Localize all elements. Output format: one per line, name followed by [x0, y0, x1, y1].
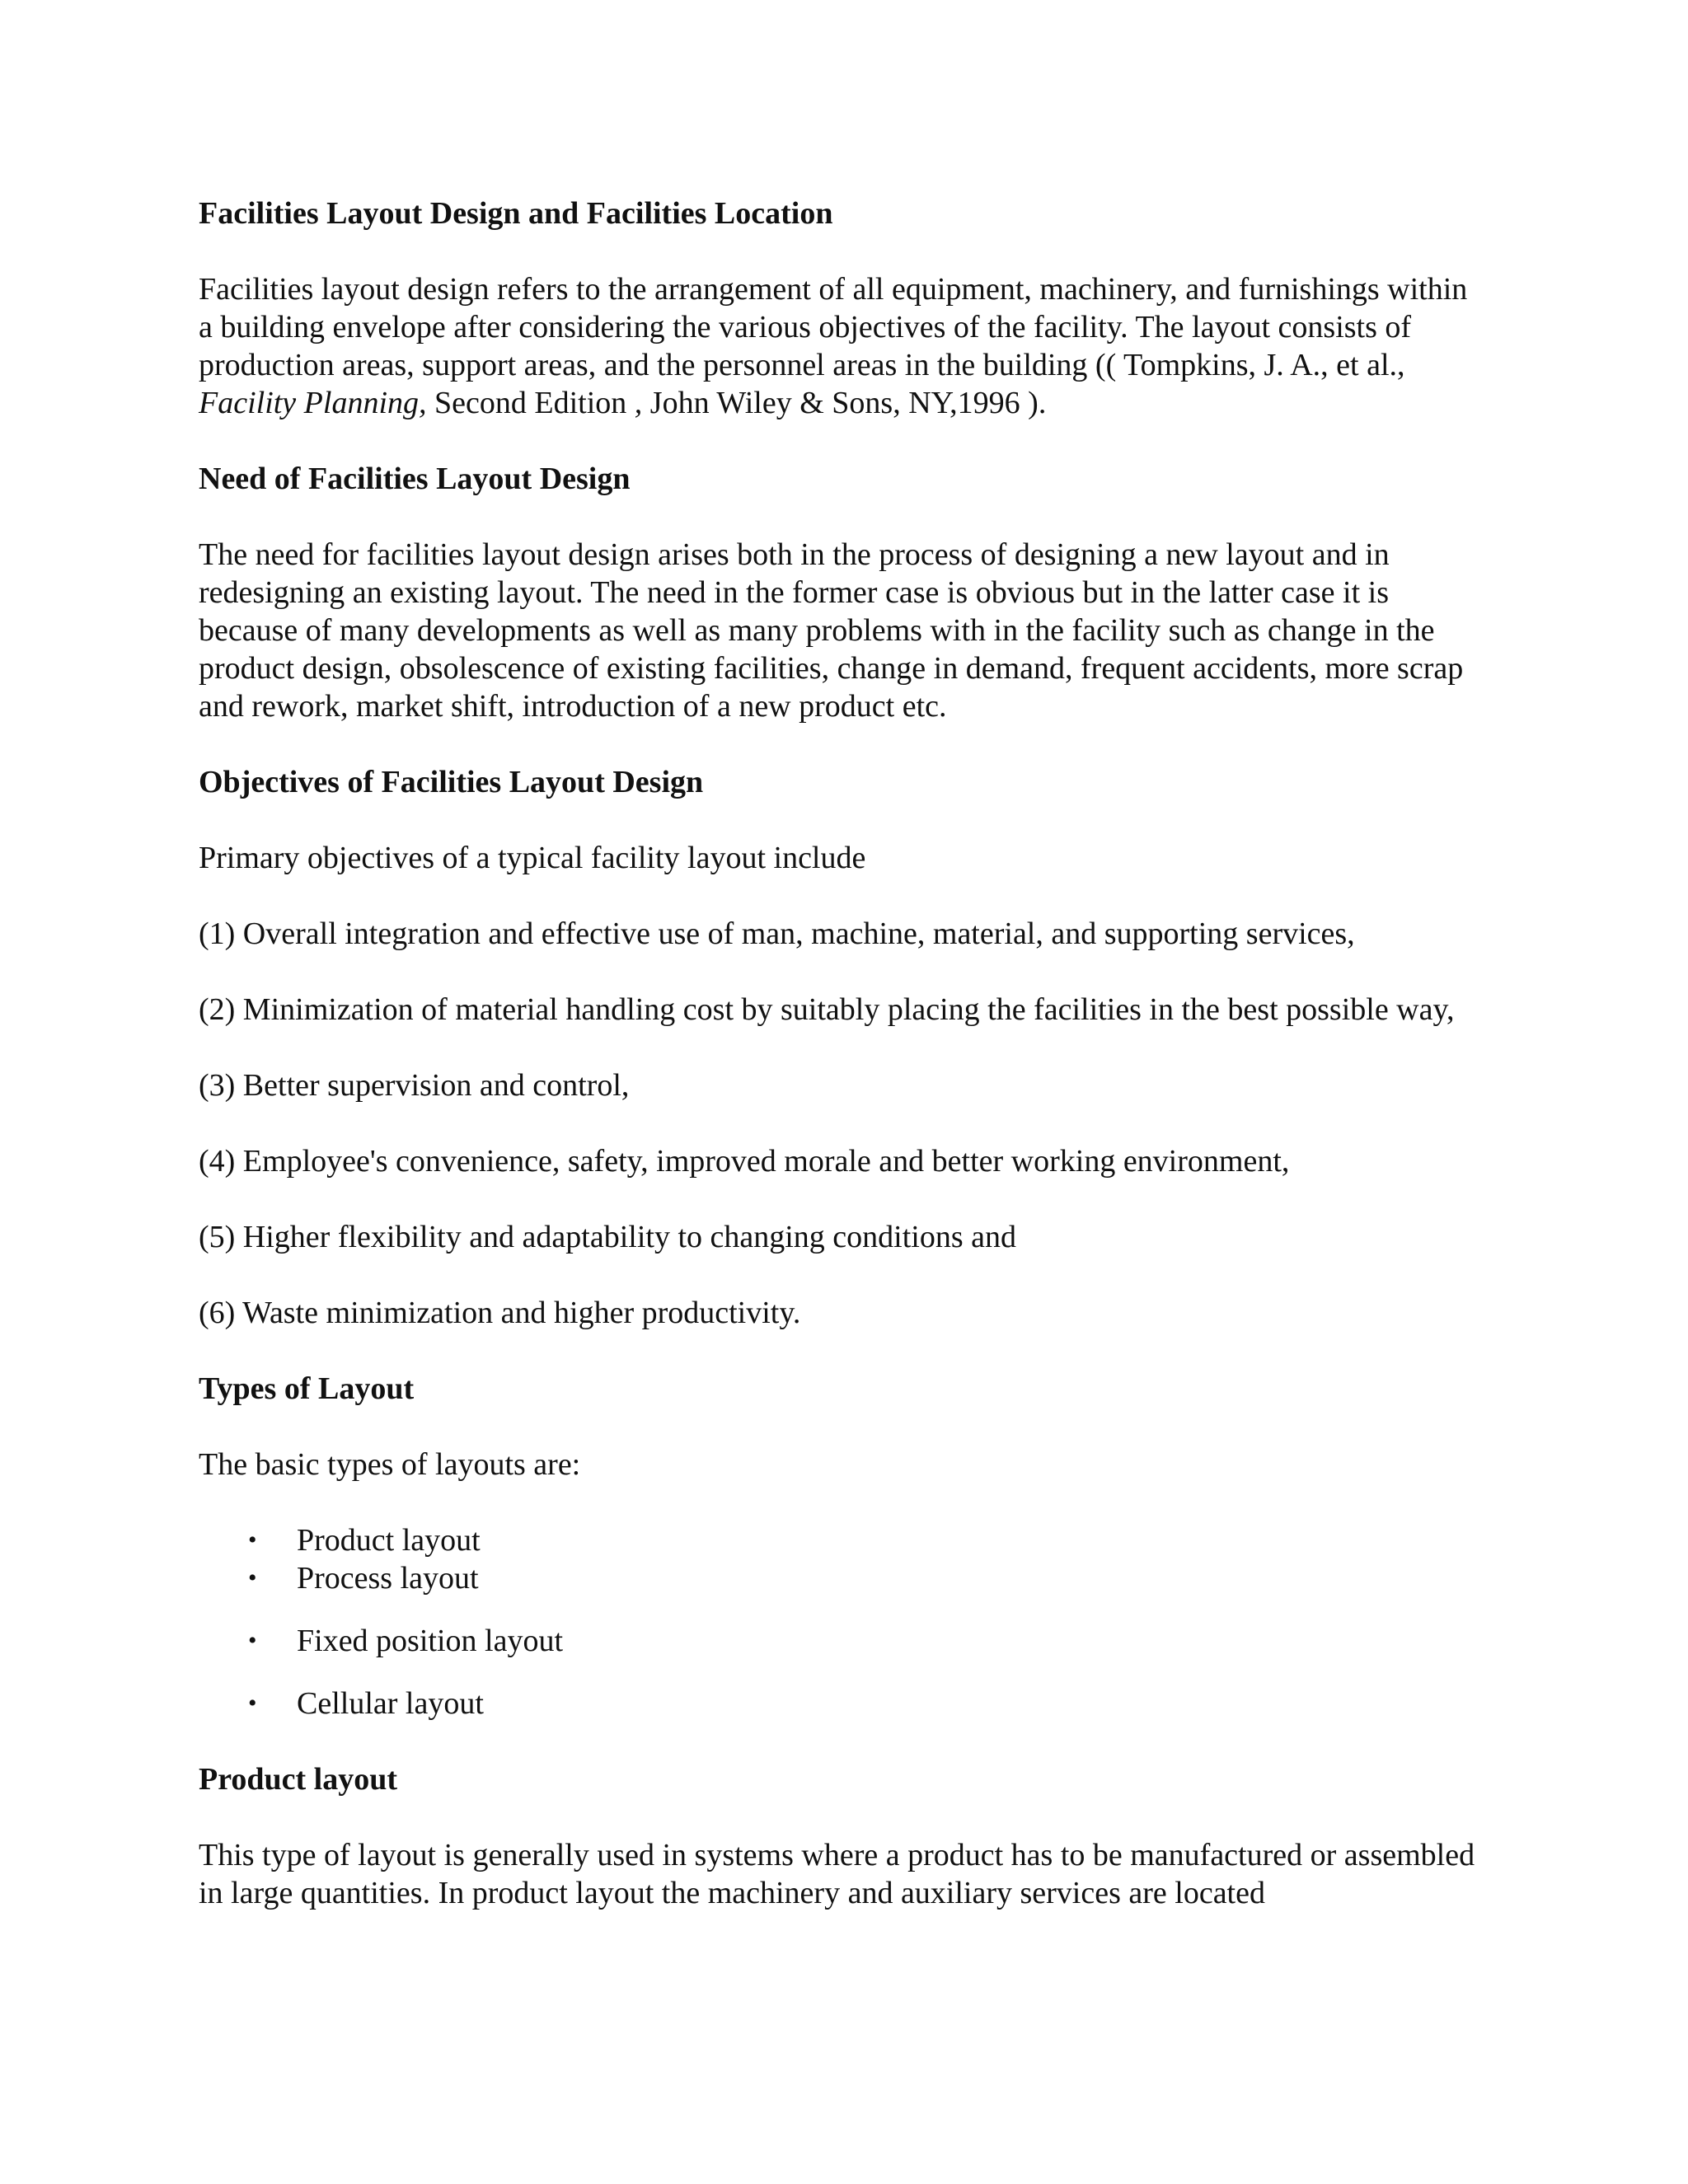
intro-italic-comma: ,	[634, 386, 643, 420]
list-item	[199, 1622, 1484, 1660]
objective-item-1: (1) Overall integration and effective use of man, machine, material, and supporting services,	[199, 916, 1355, 951]
need-paragraph: The need for facilities layout design arises both in the process of designing a new layout and in redesigning an existing layout. The need in the former case is obvious but in the latter case it is because of many developments as well as many problems with in the facility such as change in the product design, obsolescence of existing facilities, change in demand, frequent accidents, more scrap and rework, market shift, introduction of a new product etc.	[199, 537, 1464, 724]
types-intro: The basic types of layouts are:	[199, 1447, 581, 1482]
list-item-label: Product layout	[297, 1523, 481, 1558]
objective-item-4: (4) Employee's convenience, safety, improved morale and better working environment,	[199, 1144, 1290, 1179]
objective-item-2: (2) Minimization of material handling cost by suitably placing the facilities in the best possible way,	[199, 992, 1455, 1027]
document-title: Facilities Layout Design and Facilities Location	[199, 196, 833, 231]
intro-text-middle: Second Edition	[426, 386, 635, 420]
product-layout-paragraph: This type of layout is generally used in systems where a product has to be manufactured or assembled in large quantities. In product layout the machinery and auxiliary services are located	[199, 1838, 1475, 1910]
list-item	[199, 1685, 1484, 1722]
objective-item-6: (6) Waste minimization and higher productivity.	[199, 1296, 801, 1330]
intro-paragraph	[199, 270, 1484, 422]
list-item	[199, 1521, 1484, 1559]
intro-text-end: John Wiley & Sons, NY,1996 ).	[642, 386, 1047, 420]
intro-book-title: Facility Planning,	[199, 386, 427, 420]
list-item-label: Cellular layout	[297, 1686, 484, 1721]
bullet-icon: •	[248, 1526, 257, 1554]
bullet-icon: •	[248, 1564, 257, 1591]
list-item-label: Process layout	[297, 1561, 479, 1596]
objective-item-5: (5) Higher flexibility and adaptability to changing conditions and	[199, 1220, 1016, 1254]
list-item-label: Fixed position layout	[297, 1624, 563, 1658]
types-list	[199, 1521, 1484, 1722]
objectives-heading: Objectives of Facilities Layout Design	[199, 765, 704, 799]
intro-text-start: Facilities layout design refers to the arrangement of all equipment, machinery, and furnishings within a building envelope after considering the various objectives of the facility. The layout consists of production areas, support areas, and the personnel areas in the building (( Tompkins, J. A., et al.,	[199, 272, 1468, 382]
need-heading: Need of Facilities Layout Design	[199, 462, 631, 496]
objectives-intro: Primary objectives of a typical facility layout include	[199, 841, 866, 875]
types-heading: Types of Layout	[199, 1371, 415, 1406]
bullet-icon: •	[248, 1627, 257, 1654]
bullet-icon: •	[248, 1690, 257, 1717]
product-layout-heading: Product layout	[199, 1762, 398, 1797]
document-page	[199, 194, 1484, 1912]
objective-item-3: (3) Better supervision and control,	[199, 1068, 630, 1103]
list-item	[199, 1559, 1484, 1597]
